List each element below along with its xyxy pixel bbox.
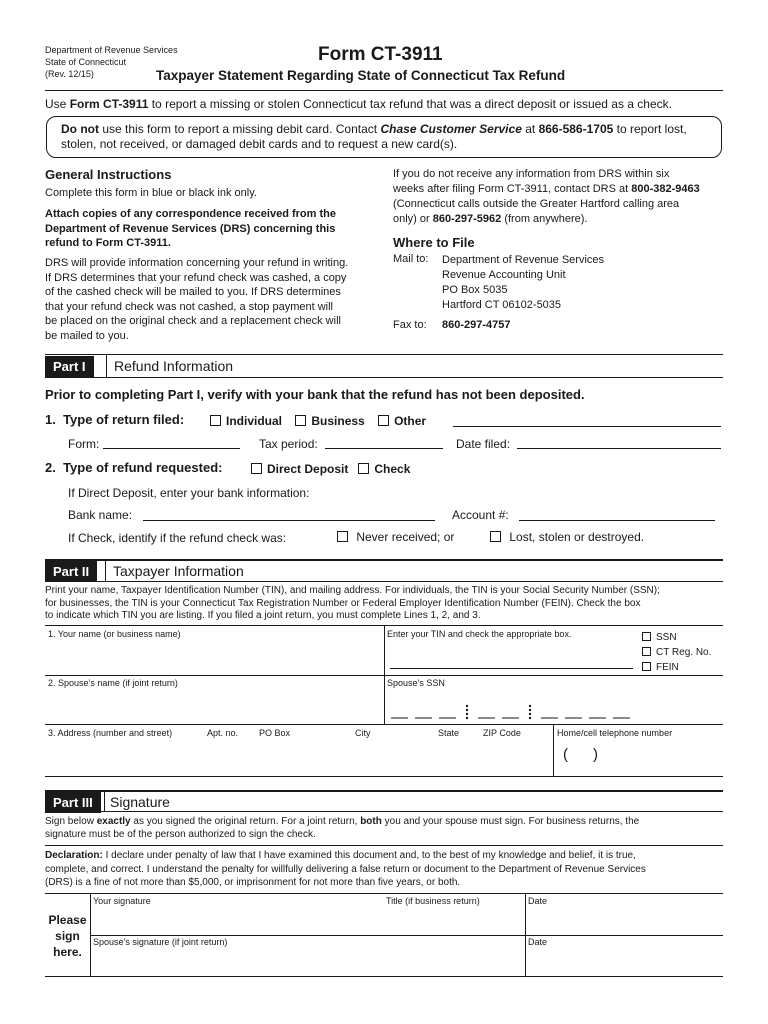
date-input-1[interactable] bbox=[527, 908, 721, 933]
form-title: Form CT-3911 bbox=[318, 44, 443, 65]
other-input[interactable] bbox=[453, 426, 721, 427]
ssn-segments bbox=[391, 703, 641, 721]
other-checkbox[interactable] bbox=[378, 415, 389, 426]
individual-checkbox[interactable] bbox=[210, 415, 221, 426]
revision-date: (Rev. 12/15) bbox=[45, 69, 94, 79]
tax-period-label: Tax period: bbox=[259, 437, 318, 451]
never-received-option: Never received; or bbox=[337, 530, 454, 544]
where-to-file-heading: Where to File bbox=[393, 235, 475, 250]
q2-options: Direct Deposit Check bbox=[251, 462, 410, 476]
spouse-signature-label: Spouse’s signature (if joint return) bbox=[93, 937, 228, 947]
part1-title: Refund Information bbox=[114, 358, 234, 374]
spouse-name-input[interactable] bbox=[46, 691, 382, 722]
name-label: 1. Your name (or business name) bbox=[48, 629, 181, 639]
agency-line2: State of Connecticut bbox=[45, 57, 127, 67]
address-label: 3. Address (number and street) bbox=[48, 728, 173, 738]
phone-input[interactable]: ( ) bbox=[563, 746, 598, 763]
header-rule bbox=[45, 90, 723, 91]
fein-checkbox[interactable] bbox=[642, 662, 651, 671]
q1-number: 1. bbox=[45, 412, 56, 427]
bank-name-label: Bank name: bbox=[68, 508, 133, 522]
general-instructions-heading: General Instructions bbox=[45, 167, 172, 182]
intro-form-ref: Form CT-3911 bbox=[69, 97, 149, 111]
form-input[interactable] bbox=[103, 448, 240, 449]
agency-line1: Department of Revenue Services bbox=[45, 45, 178, 55]
tin-type-options: SSN CT Reg. No. FEIN bbox=[642, 630, 711, 675]
intro-text: Use Form CT-3911 to report a missing or stolen Connecticut tax refund that was a direct deposit or issued as a check. bbox=[45, 97, 672, 111]
q2-label: Type of refund requested: bbox=[63, 460, 223, 475]
part3-tag: Part III bbox=[45, 792, 101, 813]
ssn-checkbox[interactable] bbox=[642, 632, 651, 641]
ink-instruction: Complete this form in blue or black ink only. bbox=[45, 187, 257, 199]
debit-card-notice: Do not use this form to report a missing debit card. Contact Chase Customer Service at 866-586-1705 to report lost, stolen, not received, or damaged debit cards and to request a new card(s). bbox=[46, 116, 722, 158]
part3-title: Signature bbox=[110, 794, 170, 810]
never-received-checkbox[interactable] bbox=[337, 531, 348, 542]
part2-instructions: Print your name, Taxpayer Identification Number (TIN), and mailing address. For individuals, the TIN is your Social Security Number (SSN); for businesses, the TIN is your Connecticut Tax Registration Number or Federal Employer Identification Number (FEIN). Check the box to indicate which TIN you are listing. If you filed a joint return, you must complete Lines 1, 2, and 3. bbox=[45, 585, 660, 621]
q2-number: 2. bbox=[45, 460, 56, 475]
account-label: Account #: bbox=[452, 508, 509, 522]
attach-instruction: Attach copies of any correspondence received from the Department of Revenue Services (DRS) concerning this refund to Form CT-3911. bbox=[45, 208, 336, 249]
dd-info-label: If Direct Deposit, enter your bank information: bbox=[68, 486, 310, 500]
q1-row bbox=[45, 412, 184, 427]
address-input[interactable] bbox=[46, 740, 551, 774]
name-input[interactable] bbox=[46, 642, 382, 673]
spouse-ssn-input[interactable] bbox=[391, 703, 641, 721]
direct-deposit-checkbox[interactable] bbox=[251, 463, 262, 474]
part2-top-rule bbox=[45, 559, 723, 561]
verify-instruction: Prior to completing Part I, verify with your bank that the refund has not been deposited. bbox=[45, 387, 585, 402]
part3-bottom-rule bbox=[45, 811, 723, 812]
apt-label: Apt. no. bbox=[207, 728, 239, 738]
state-label: State bbox=[438, 728, 460, 738]
date-label-1: Date bbox=[528, 896, 548, 906]
po-box-label: PO Box bbox=[259, 728, 291, 738]
tin-input[interactable] bbox=[390, 668, 633, 669]
tax-period-input[interactable] bbox=[325, 448, 443, 449]
part3-top-rule bbox=[45, 790, 723, 792]
phone-label: Home/cell telephone number bbox=[557, 728, 673, 738]
fax-label: Fax to: bbox=[393, 319, 427, 331]
form-label: Form: bbox=[68, 437, 100, 451]
drs-response-paragraph: DRS will provide information concerning your refund in writing. If DRS determines that your refund check was cashed, a copy of the cashed check will be mailed to you. If DRS determines that your refund check was not cashed, a stop payment will be placed on the original check and a replacement check will be mailed to you. bbox=[45, 257, 349, 342]
part1-top-rule bbox=[45, 354, 723, 355]
bank-name-input[interactable] bbox=[143, 520, 435, 521]
sign-instructions: Sign below exactly as you signed the original return. For a joint return, both you and your spouse must sign. For business returns, the signature must be of the person authorized to sign the check. bbox=[45, 816, 640, 840]
contact-paragraph: If you do not receive any information from DRS within six weeks after filing Form CT-3911, contact DRS at 800-382-9463 (Connecticut calls outside the Greater Hartford calling area only) or 860-297-5962 (from anywhere). bbox=[393, 168, 700, 225]
declaration-label: Declaration: bbox=[45, 850, 103, 861]
mail-to-label: Mail to: bbox=[393, 253, 429, 265]
chase-phone: 866-586-1705 bbox=[538, 122, 614, 136]
q2-row bbox=[45, 460, 222, 475]
please-sign-here: Please sign here. bbox=[48, 913, 87, 959]
date-filed-input[interactable] bbox=[517, 448, 721, 449]
account-input[interactable] bbox=[519, 520, 715, 521]
check-checkbox[interactable] bbox=[358, 463, 369, 474]
part2-bottom-rule bbox=[45, 581, 723, 582]
if-check-label: If Check, identify if the refund check was: bbox=[68, 531, 287, 545]
lost-stolen-option: Lost, stolen or destroyed. bbox=[490, 530, 644, 544]
city-label: City bbox=[355, 728, 371, 738]
form-subtitle: Taxpayer Statement Regarding State of Connecticut Tax Refund bbox=[156, 68, 566, 83]
part2-tag: Part II bbox=[45, 561, 97, 582]
drs-phone-1: 800-382-9463 bbox=[631, 183, 700, 195]
your-signature-input[interactable] bbox=[92, 908, 522, 933]
spouse-signature-input[interactable] bbox=[92, 949, 522, 974]
tin-label: Enter your TIN and check the appropriate box. bbox=[387, 629, 572, 639]
title-label: Title (if business return) bbox=[386, 896, 480, 906]
zip-label: ZIP Code bbox=[483, 728, 521, 738]
q1-label: Type of return filed: bbox=[63, 412, 185, 427]
part1-bottom-rule bbox=[45, 377, 723, 378]
business-checkbox[interactable] bbox=[295, 415, 306, 426]
lost-stolen-checkbox[interactable] bbox=[490, 531, 501, 542]
ct-reg-checkbox[interactable] bbox=[642, 647, 651, 656]
fax-number: 860-297-4757 bbox=[442, 319, 511, 331]
q1-options: Individual Business Other bbox=[210, 414, 426, 428]
date-filed-label: Date filed: bbox=[456, 437, 511, 451]
chase-contact: Chase Customer Service bbox=[380, 122, 522, 136]
date-label-2: Date bbox=[528, 937, 548, 947]
part1-tag: Part I bbox=[45, 356, 94, 377]
mailing-address: Department of Revenue Services Revenue Accounting Unit PO Box 5035 Hartford CT 06102-5035 bbox=[442, 254, 605, 311]
part2-title: Taxpayer Information bbox=[113, 563, 244, 579]
drs-phone-2: 860-297-5962 bbox=[432, 213, 502, 225]
your-signature-label: Your signature bbox=[93, 896, 151, 906]
date-input-2[interactable] bbox=[527, 949, 721, 974]
spouse-name-label: 2. Spouse’s name (if joint return) bbox=[48, 678, 178, 688]
spouse-ssn-label: Spouse’s SSN bbox=[387, 678, 445, 688]
declaration: Declaration: I declare under penalty of law that I have examined this document and, to the best of my knowledge and belief, it is true, complete, and correct. I understand the penalty for willfully delivering a false return or document to the Department of Revenue Services (DRS) is a fine of not more than $5,000, or imprisonment for not more than five years, or both. bbox=[45, 850, 646, 888]
